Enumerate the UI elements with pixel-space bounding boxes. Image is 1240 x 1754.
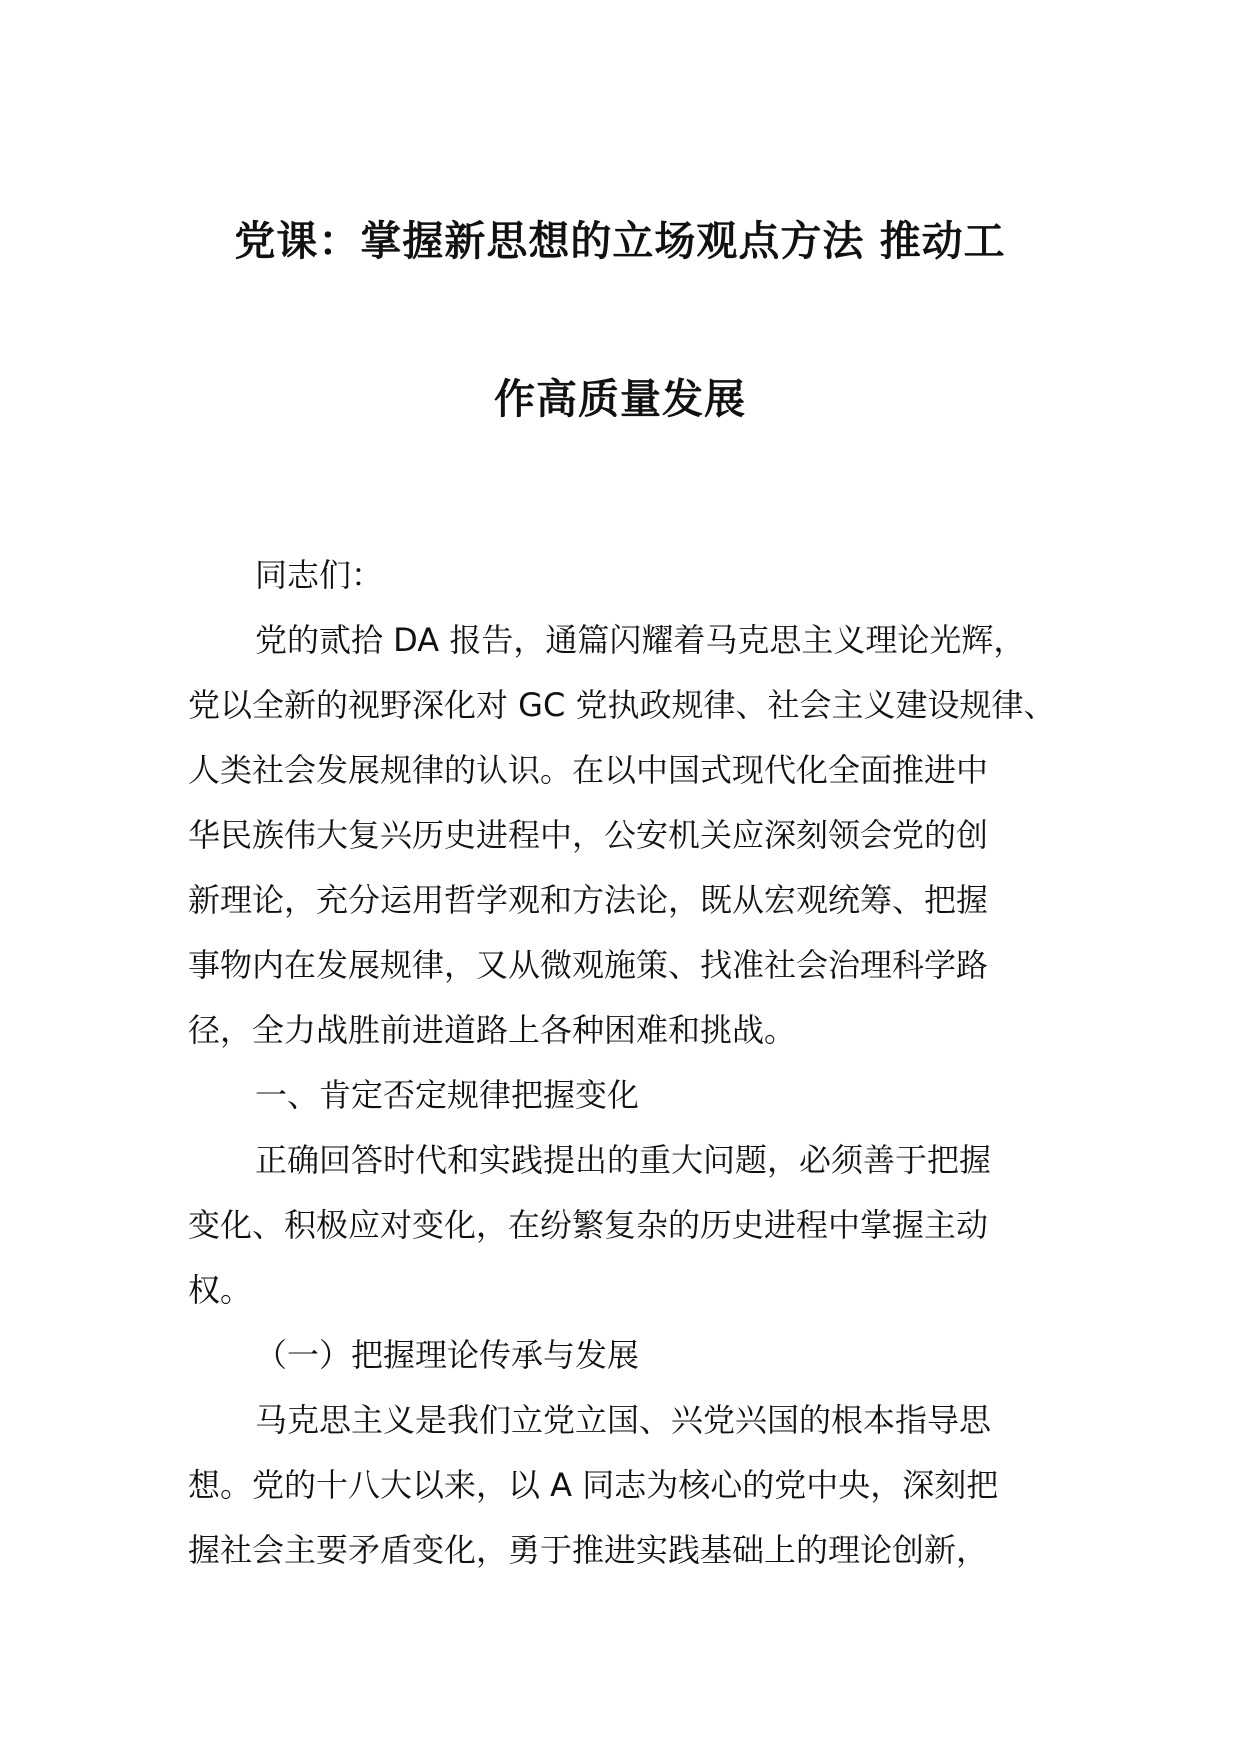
paragraph-line: 党的贰拾 DA 报告，通篇闪耀着马克思主义理论光辉， bbox=[255, 621, 1026, 659]
document-title-line-2: 作高质量发展 bbox=[494, 375, 746, 423]
paragraph-line: 想。党的十八大以来，以 A 同志为核心的党中央，深刻把 bbox=[188, 1466, 999, 1504]
paragraph-line: 人类社会发展规律的认识。在以中国式现代化全面推进中 bbox=[188, 751, 989, 789]
salutation: 同志们： bbox=[255, 556, 384, 594]
paragraph-line: 华民族伟大复兴历史进程中，公安机关应深刻领会党的创 bbox=[188, 816, 989, 854]
document-title-line-1: 党课：掌握新思想的立场观点方法 推动工 bbox=[234, 217, 1006, 265]
section-heading: 一、肯定否定规律把握变化 bbox=[255, 1076, 640, 1114]
paragraph-line: 正确回答时代和实践提出的重大问题，必须善于把握 bbox=[255, 1141, 992, 1179]
paragraph-line: 变化、积极应对变化，在纷繁复杂的历史进程中掌握主动 bbox=[188, 1206, 989, 1244]
paragraph-line: 径，全力战胜前进道路上各种困难和挑战。 bbox=[188, 1011, 797, 1049]
subsection-heading: （一）把握理论传承与发展 bbox=[255, 1336, 640, 1374]
paragraph-line: 党以全新的视野深化对 GC 党执政规律、社会主义建设规律、 bbox=[188, 686, 1056, 724]
paragraph-line: 马克思主义是我们立党立国、兴党兴国的根本指导思 bbox=[255, 1401, 992, 1439]
paragraph-line: 事物内在发展规律，又从微观施策、找准社会治理科学路 bbox=[188, 946, 989, 984]
paragraph-line: 权。 bbox=[188, 1271, 253, 1309]
paragraph-line: 新理论，充分运用哲学观和方法论，既从宏观统筹、把握 bbox=[188, 881, 989, 919]
paragraph-line: 握社会主要矛盾变化，勇于推进实践基础上的理论创新， bbox=[188, 1531, 989, 1569]
